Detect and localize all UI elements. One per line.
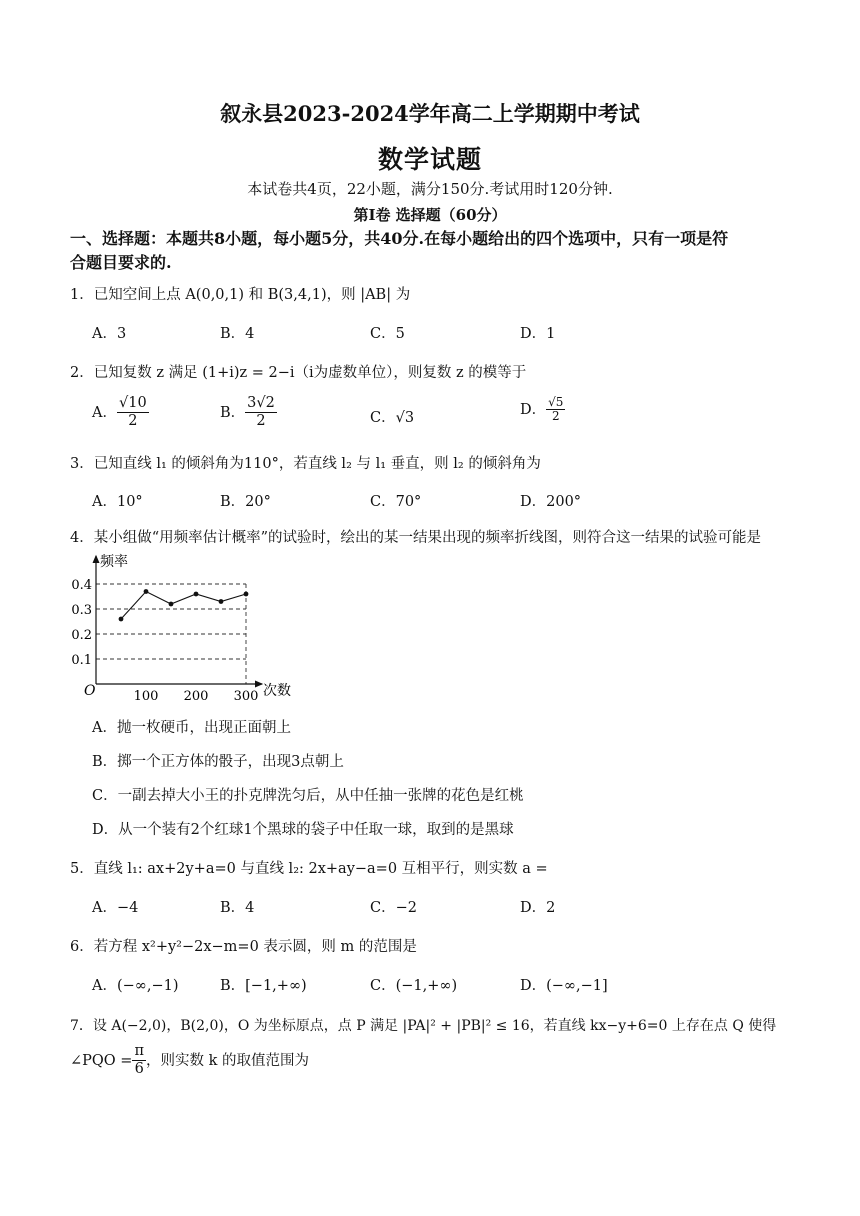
q6-option-c: C．(−1,+∞): [370, 978, 458, 994]
q2-option-d: [520, 396, 565, 424]
q1-option-b: B．4: [220, 326, 255, 342]
subject-title: 数学试题: [377, 145, 482, 174]
origin-label: O: [84, 683, 96, 699]
q2-option-a-numerator: √10: [118, 395, 147, 411]
exam-title: 叙永县2023-2024学年高二上学期期中考试: [220, 101, 640, 126]
q3-option-b: B．20°: [220, 494, 271, 510]
data-point: [194, 592, 199, 597]
y-tick-label: 0.2: [71, 628, 92, 643]
q4-option-a: A．抛一枚硬币，出现正面朝上: [92, 720, 291, 736]
section-heading-line2: 合题目要求的.: [70, 253, 172, 272]
data-point: [244, 592, 249, 597]
q7-fraction: [132, 1044, 146, 1078]
question-7-stem-line2: [70, 1044, 309, 1078]
y-tick-labels: [71, 578, 92, 668]
q1-option-c: C．5: [370, 326, 405, 342]
x-tick-label: 300: [233, 689, 259, 700]
q6-option-a: A．(−∞,−1): [92, 978, 179, 994]
q2-option-b-numerator: 3√2: [247, 395, 275, 411]
question-6-stem: 6．若方程 x²+y²−2x−m=0 表示圆，则 m 的范围是: [70, 939, 417, 955]
q5-option-d: D．2: [520, 900, 556, 916]
x-tick-label: 100: [133, 689, 159, 700]
data-point: [219, 599, 224, 604]
x-axis-label: 次数: [263, 683, 291, 699]
q7-stem-tail: ，则实数 k 的取值范围为: [145, 1052, 309, 1069]
question-1-stem: 1．已知空间上点 A(0,0,1) 和 B(3,4,1)，则 |AB| 为: [70, 287, 411, 303]
q7-angle-expression: ∠PQO =: [70, 1052, 133, 1069]
q1-option-d: D．1: [520, 326, 556, 342]
frequency-line-chart: [66, 548, 316, 700]
data-point: [169, 602, 174, 607]
x-tick-label: 200: [183, 689, 209, 700]
q3-option-a: A．10°: [92, 494, 143, 510]
q5-option-c: C．−2: [370, 900, 417, 916]
q2-option-b: [220, 396, 277, 430]
section-heading-line1: 一、选择题：本题共8小题，每小题5分，共40分.在每小题给出的四个选项中，只有一项是符: [70, 229, 729, 248]
exam-info: 本试卷共4页，22小题，满分150分.考试用时120分钟.: [247, 180, 613, 198]
data-point: [144, 589, 149, 594]
q2-option-b-letter: B．: [220, 404, 246, 421]
part-heading: 第Ⅰ卷 选择题（60分）: [353, 206, 507, 224]
q3-option-c: C．70°: [370, 494, 422, 510]
q5-option-b: B．4: [220, 900, 255, 916]
question-3-stem: 3．已知直线 l₁ 的倾斜角为110°，若直线 l₂ 与 l₁ 垂直，则 l₂ 的倾斜角为: [70, 456, 541, 472]
q2-option-a-denominator: 2: [128, 412, 138, 429]
q2-option-d-letter: D．: [520, 402, 547, 418]
y-axis-label: 频率: [100, 554, 128, 570]
q7-denominator: 6: [134, 1060, 144, 1077]
q3-option-d: D．200°: [520, 494, 582, 510]
q2-option-a: [92, 396, 149, 430]
q1-option-a: A．3: [92, 326, 127, 342]
question-7-stem-line1: 7．设 A(−2,0)，B(2,0)，O 为坐标原点，点 P 满足 |PA|² + |PB|² ≤ 16，若直线 kx−y+6=0 上存在点 Q 使得: [70, 1018, 777, 1034]
q2-option-b-denominator: 2: [256, 412, 266, 429]
q4-option-d: D．从一个装有2个红球1个黑球的袋子中任取一球，取到的是黑球: [92, 822, 514, 838]
q4-option-c: C．一副去掉大小王的扑克牌洗匀后，从中任抽一张牌的花色是红桃: [92, 788, 524, 804]
y-tick-label: 0.3: [71, 603, 92, 618]
q2-option-c: C．√3: [370, 410, 415, 426]
q2-option-a-fraction: [117, 396, 149, 430]
question-2-stem: 2．已知复数 z 满足 (1+i)z = 2−i（i为虚数单位），则复数 z 的模等于: [70, 365, 527, 381]
q2-option-a-letter: A．: [92, 404, 117, 421]
y-tick-label: 0.1: [71, 653, 92, 668]
y-tick-label: 0.4: [71, 578, 92, 593]
question-5-stem: 5．直线 l₁: ax+2y+a=0 与直线 l₂: 2x+ay−a=0 互相平行，则实数 a =: [70, 861, 548, 877]
q4-option-b: B．掷一个正方体的骰子，出现3点朝上: [92, 754, 344, 770]
q6-option-d: D．(−∞,−1]: [520, 978, 608, 994]
q2-option-d-denominator: 2: [551, 409, 560, 424]
q2-option-d-numerator: √5: [548, 395, 564, 409]
q6-option-b: B．[−1,+∞): [220, 978, 307, 994]
x-tick-labels: [134, 689, 259, 700]
chart-grid: [96, 584, 246, 684]
frequency-series-line: [121, 592, 246, 620]
q7-numerator: π: [134, 1043, 144, 1059]
q5-option-a: A．−4: [92, 900, 139, 916]
question-4-stem: 4．某小组做“用频率估计概率”的试验时，绘出的某一结果出现的频率折线图，则符合这一结果的试验可能是: [70, 530, 762, 546]
data-point: [119, 617, 124, 622]
q2-option-d-fraction: [546, 396, 565, 424]
q2-option-b-fraction: [245, 396, 277, 430]
frequency-points: [119, 589, 249, 621]
